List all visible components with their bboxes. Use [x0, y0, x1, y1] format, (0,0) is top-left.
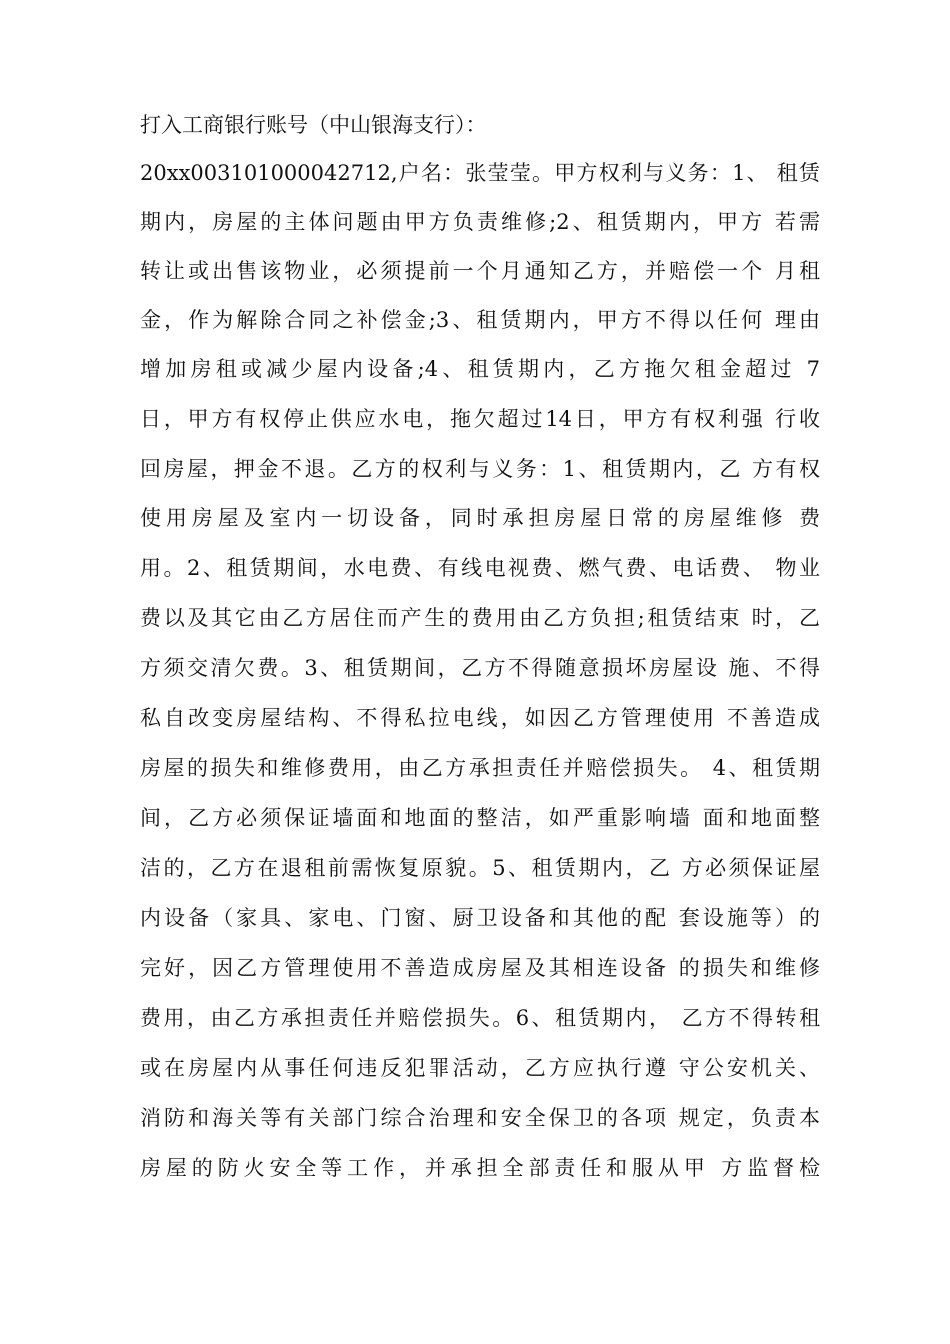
text-line-22: 房屋的防火安全等工作，并承担全部责任和服从甲 方监督检	[140, 1156, 820, 1180]
text-line-20: 或在房屋内从事任何违反犯罪活动，乙方应执行遵 守公安机关、	[140, 1056, 820, 1080]
text-line-7: 日，甲方有权停止供应水电，拖欠超过14日，甲方有权利强 行收	[140, 407, 820, 431]
text-line-17: 内设备（家具、家电、门窗、厨卫设备和其他的配 套设施等）的	[140, 906, 820, 930]
text-line-1: 打入工商银行账号（中山银海支行）：	[140, 113, 487, 137]
text-line-5: 金，作为解除合同之补偿金;3、租赁期内，甲方不得以任何 理由	[140, 308, 820, 332]
text-line-6: 增加房租或减少屋内设备;4、租赁期内，乙方拖欠租金超过 7	[140, 357, 820, 381]
text-line-12: 方须交清欠费。3、租赁期间，乙方不得随意损坏房屋设 施、不得	[140, 656, 820, 680]
text-line-15: 间，乙方必须保证墙面和地面的整洁，如严重影响墙 面和地面整	[140, 806, 820, 830]
text-line-19: 费用，由乙方承担责任并赔偿损失。6、租赁期内， 乙方不得转租	[140, 1006, 820, 1030]
text-line-9: 使用房屋及室内一切设备，同时承担房屋日常的房屋维修 费	[140, 506, 820, 530]
text-line-2: 20xx003101000042712,户名：张莹莹。甲方权利与义务：1、 租赁	[140, 161, 820, 185]
text-line-18: 完好，因乙方管理使用不善造成房屋及其相连设备 的损失和维修	[140, 956, 820, 980]
text-line-10: 用。2、租赁期间，水电费、有线电视费、燃气费、电话费、 物业	[140, 556, 820, 580]
text-line-16: 洁的，乙方在退租前需恢复原貌。5、租赁期内，乙 方必须保证屋	[140, 856, 820, 880]
text-line-11: 费以及其它由乙方居住而产生的费用由乙方负担;租赁结束 时，乙	[140, 606, 820, 630]
text-line-3: 期内，房屋的主体问题由甲方负责维修;2、租赁期内，甲方 若需	[140, 210, 820, 234]
text-line-13: 私自改变房屋结构、不得私拉电线，如因乙方管理使用 不善造成	[140, 706, 820, 730]
text-line-4: 转让或出售该物业，必须提前一个月通知乙方，并赔偿一个 月租	[140, 259, 820, 283]
text-line-8: 回房屋，押金不退。乙方的权利与义务：1、租赁期内，乙 方有权	[140, 457, 820, 481]
text-line-21: 消防和海关等有关部门综合治理和安全保卫的各项 规定，负责本	[140, 1106, 820, 1130]
text-line-14: 房屋的损失和维修费用，由乙方承担责任并赔偿损失。 4、租赁期	[140, 756, 820, 780]
